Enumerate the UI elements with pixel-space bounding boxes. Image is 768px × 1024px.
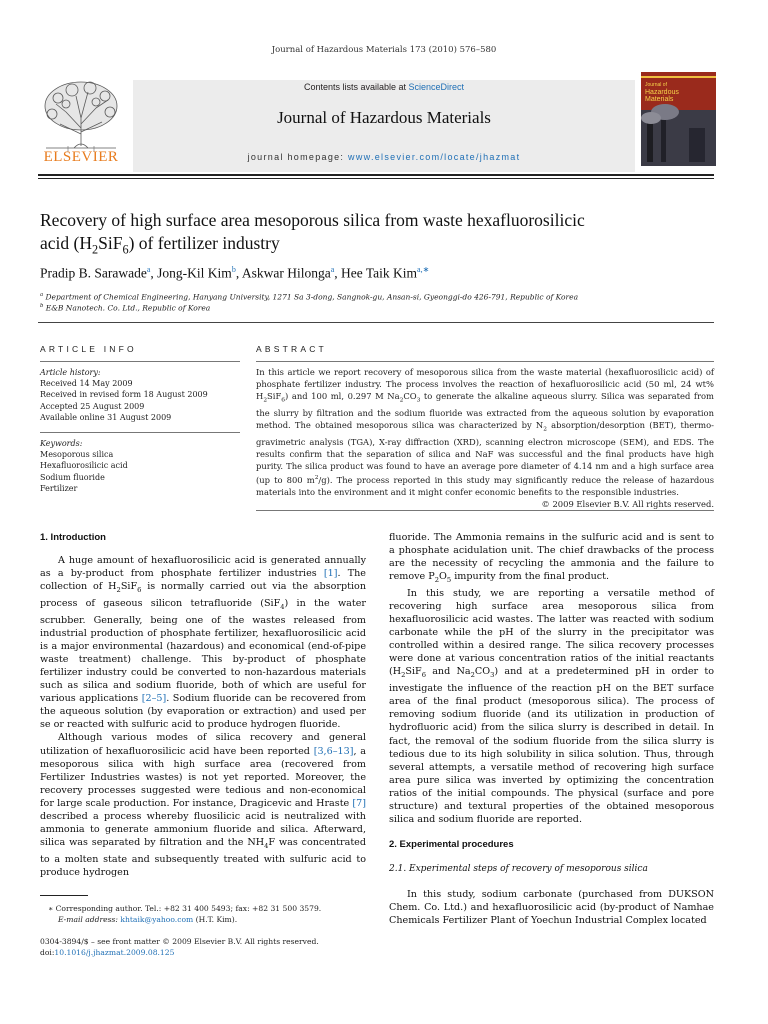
- author-name[interactable]: Hee Taik Kim: [341, 265, 418, 281]
- reference-link[interactable]: [3,6–13]: [313, 745, 354, 757]
- keyword: Hexafluorosilicic acid: [40, 461, 128, 471]
- issn-doi: 0304-3894/$ – see front matter © 2009 Elsevier B.V. All rights reserved. doi:10.1016/j.jhazmat.2009.08.125: [40, 937, 319, 957]
- abstract-copyright: © 2009 Elsevier B.V. All rights reserved.: [541, 499, 714, 510]
- author-name[interactable]: Pradip B. Sarawade: [40, 265, 147, 281]
- left-column: [40, 531, 366, 879]
- article-info-heading: ARTICLE INFO: [40, 344, 137, 354]
- right-column: [389, 531, 714, 927]
- experimental-heading: 2. Experimental procedures: [389, 838, 514, 850]
- sciencedirect-link[interactable]: ScienceDirect: [408, 82, 465, 92]
- cover-title: Journal of Hazardous Materials: [645, 82, 679, 103]
- email-link[interactable]: khtaik@yahoo.com: [120, 914, 194, 924]
- right-paragraph-3: In this study, sodium carbonate (purchased from DUKSON Chem. Co. Ltd.) and hexafluorosilicic acid (by-product of Namhae Chemicals Fertilizer Plant of Yoechun Industrial Complex located: [389, 888, 714, 927]
- header-rule-thin: [38, 178, 714, 179]
- homepage-label: journal homepage:: [247, 152, 349, 162]
- journal-cover-image: [641, 72, 716, 166]
- header-rule: [38, 174, 714, 176]
- abstract-text: In this article we report recovery of mesoporous silica from the waste material (hexafluorosilicic acid) of phosphate fertilizer industry. The process involves the reaction of hexafluorosilicic acid (50 ml, 24 wt% $H_2SiF_6$) and 100 ml, 0.297 M $Na_2CO_3$ to generate the alkaline aqueous slurry. Silica was separated from the slurry by filtration and the sodium fluoride was extracted from the aqueous solution by evaporation method. The obtained mesoporous silica was characterized by $N_2$ absorption/desorption (BET), thermo-gravimetric analysis (TGA), X-ray diffraction (XRD), scanning electron microscope (SEM), and EDS. The results confirm that the separation of silica and NaF was successful and the final products have high purity. The silica product was found to have an average pore diameter of 4.14 nm and a high surface area (up to 800 $m^2/g$). The process reported in this study may significantly reduce the release of hazardous materials into the environment and it might confer economic benefits to the responsible industries. © 2009 Elsevier B.V. All rights reserved.: [256, 367, 715, 510]
- author-list: Pradip B. Sarawade$^a$, Jong-Kil Kim$^b$, Askwar Hilonga$^a$, Hee Taik Kim$^{a,∗}$: [40, 265, 430, 281]
- corresponding-author-note: ∗ Corresponding author. Tel.: +82 31 400 5493; fax: +82 31 500 3579. E-mail address: khtaik@yahoo.com (H.T. Kim).: [48, 904, 322, 924]
- keyword: Sodium fluoride: [40, 472, 105, 482]
- affiliation-b: $^b$ E&B Nanotech. Co. Ltd., Republic of Korea: [40, 303, 211, 313]
- intro-paragraph-1: A huge amount of hexafluorosilicic acid is generated annually as a by-product from phosphate fertilizer industries [1]. The collection of $H_2SiF_6$ is normally carried out via the absorption process of gaseous silicon tetrafluoride (SiF$_4$) in the water scrubber. Generally, being one of the wastes released from industrial production of phosphate fertilizer, hexafluorosilicic acid is a major environmental (hazardous) and economical (end-of-pipe waste treatment) challenge. This by-product of phosphate fertilizer industry could be converted to non-hazardous materials such as silica and sodium fluoride, both of which are useful for various applications [2–5]. Sodium fluoride can be recovered from the aqueous solution (by evaporation or extraction) and used per se or reacted with sulfuric acid to produce hydrogen fluoride.: [40, 555, 366, 731]
- journal-title: Journal of Hazardous Materials: [277, 108, 491, 127]
- keyword: Fertilizer: [40, 483, 78, 493]
- experimental-subheading: 2.1. Experimental steps of recovery of mesoporous silica: [389, 863, 648, 874]
- keywords-list: Keywords: Mesoporous silica Hexafluorosilicic acid Sodium fluoride Fertilizer: [40, 438, 240, 494]
- author-name[interactable]: Askwar Hilonga: [241, 265, 331, 281]
- reference-link[interactable]: [1]: [323, 568, 338, 580]
- article-info-rule: [40, 361, 240, 362]
- journal-homepage: [133, 152, 635, 162]
- footnote-rule: [40, 895, 88, 896]
- article-title: Recovery of high surface area mesoporous silica from waste hexafluorosilicic acid $(H_2SiF_6)$ of fertilizer industry: [40, 210, 585, 257]
- elsevier-wordmark: ELSEVIER: [43, 149, 119, 165]
- article-history: Article history: Received 14 May 2009 Received in revised form 18 August 2009 Accepted 25 August 2009 Available online 31 August 2009: [40, 368, 208, 422]
- abstract-rule: [256, 361, 714, 362]
- affiliation-a: $^a$ Department of Chemical Engineering, Hanyang University, 1271 Sa 3-dong, Sangnok-gu, Ansan-si, Gyeonggi-do 426-791, Republic of Korea: [40, 292, 579, 302]
- intro-heading: 1. Introduction: [40, 532, 106, 543]
- section-rule: [38, 322, 714, 323]
- contents-line: [133, 82, 635, 92]
- reference-link[interactable]: [2–5]: [141, 693, 167, 705]
- contents-prefix: Contents lists available at: [303, 82, 409, 92]
- homepage-link[interactable]: www.elsevier.com/locate/jhazmat: [348, 152, 521, 162]
- intro-paragraph-2: Although various modes of silica recovery and general utilization of hexafluorosilicic acid have been reported [3,6–13], a mesoporous silica with high surface area (recovered from Fertilizer Industries wastes) is not yet reported. Moreover, the recovery processes suggested were tedious and non-economical for large scale production. For instance, Dragicevic and Hraste [7] described a process whereby fluosilicic acid is neutralized with ammonia to generate ammonium fluoride and silica. Afterward, silica was separated by filtration and the $NH_4F$ was concentrated to a molten state and subsequently treated with sulfuric acid to produce hydrogen: [40, 732, 366, 878]
- author-name[interactable]: Jong-Kil Kim: [157, 265, 232, 281]
- right-paragraph-2: In this study, we are reporting a versatile method of recovering high surface area mesoporous silica from hexafluorosilicic acid wastes. The latter was reacted with sodium carbonate while the pH of the slurry in the precipitator was controlled within a desired range. The silica recovery processes were done at various concentration ratios of the initial reactants ($H_2SiF_6$ and $Na_2CO_3$) and at a predetermined pH in order to investigate the influence of the reaction pH on the BET surface area of the final product (mesoporous silica). The process of removing sodium fluoride (and its utilization in production of hydrofluoric acid) from the silica slurry is described in detail. In fact, the removal of the sodium fluoride from the silica slurry is tedious due to its high solubility in silica solution. Thus, through several attempts, a versatile method of recovering high surface area pure silica was inverted by optimizing the concentration ratios of the initial compounds. The physical (surface and pore structure) and textural properties of the obtained mesoporous silica and sodium fluoride are reported.: [389, 588, 714, 825]
- doi-link[interactable]: 10.1016/j.jhazmat.2009.08.125: [54, 947, 175, 957]
- keyword: Mesoporous silica: [40, 450, 114, 460]
- reference-link[interactable]: [7]: [352, 797, 366, 809]
- right-paragraph-1: fluoride. The Ammonia remains in the sulfuric acid and is sent to a phosphate acidulation unit. The chief drawbacks of the process are the necessity of recycling the ammonia and the failure to remove $P_2O_5$ impurity from the final product.: [389, 532, 714, 585]
- abstract-bottom-rule: [256, 510, 714, 511]
- keywords-rule: [40, 432, 240, 433]
- journal-citation: Journal of Hazardous Materials 173 (2010) 576–580: [271, 45, 497, 55]
- abstract-heading: ABSTRACT: [256, 344, 327, 354]
